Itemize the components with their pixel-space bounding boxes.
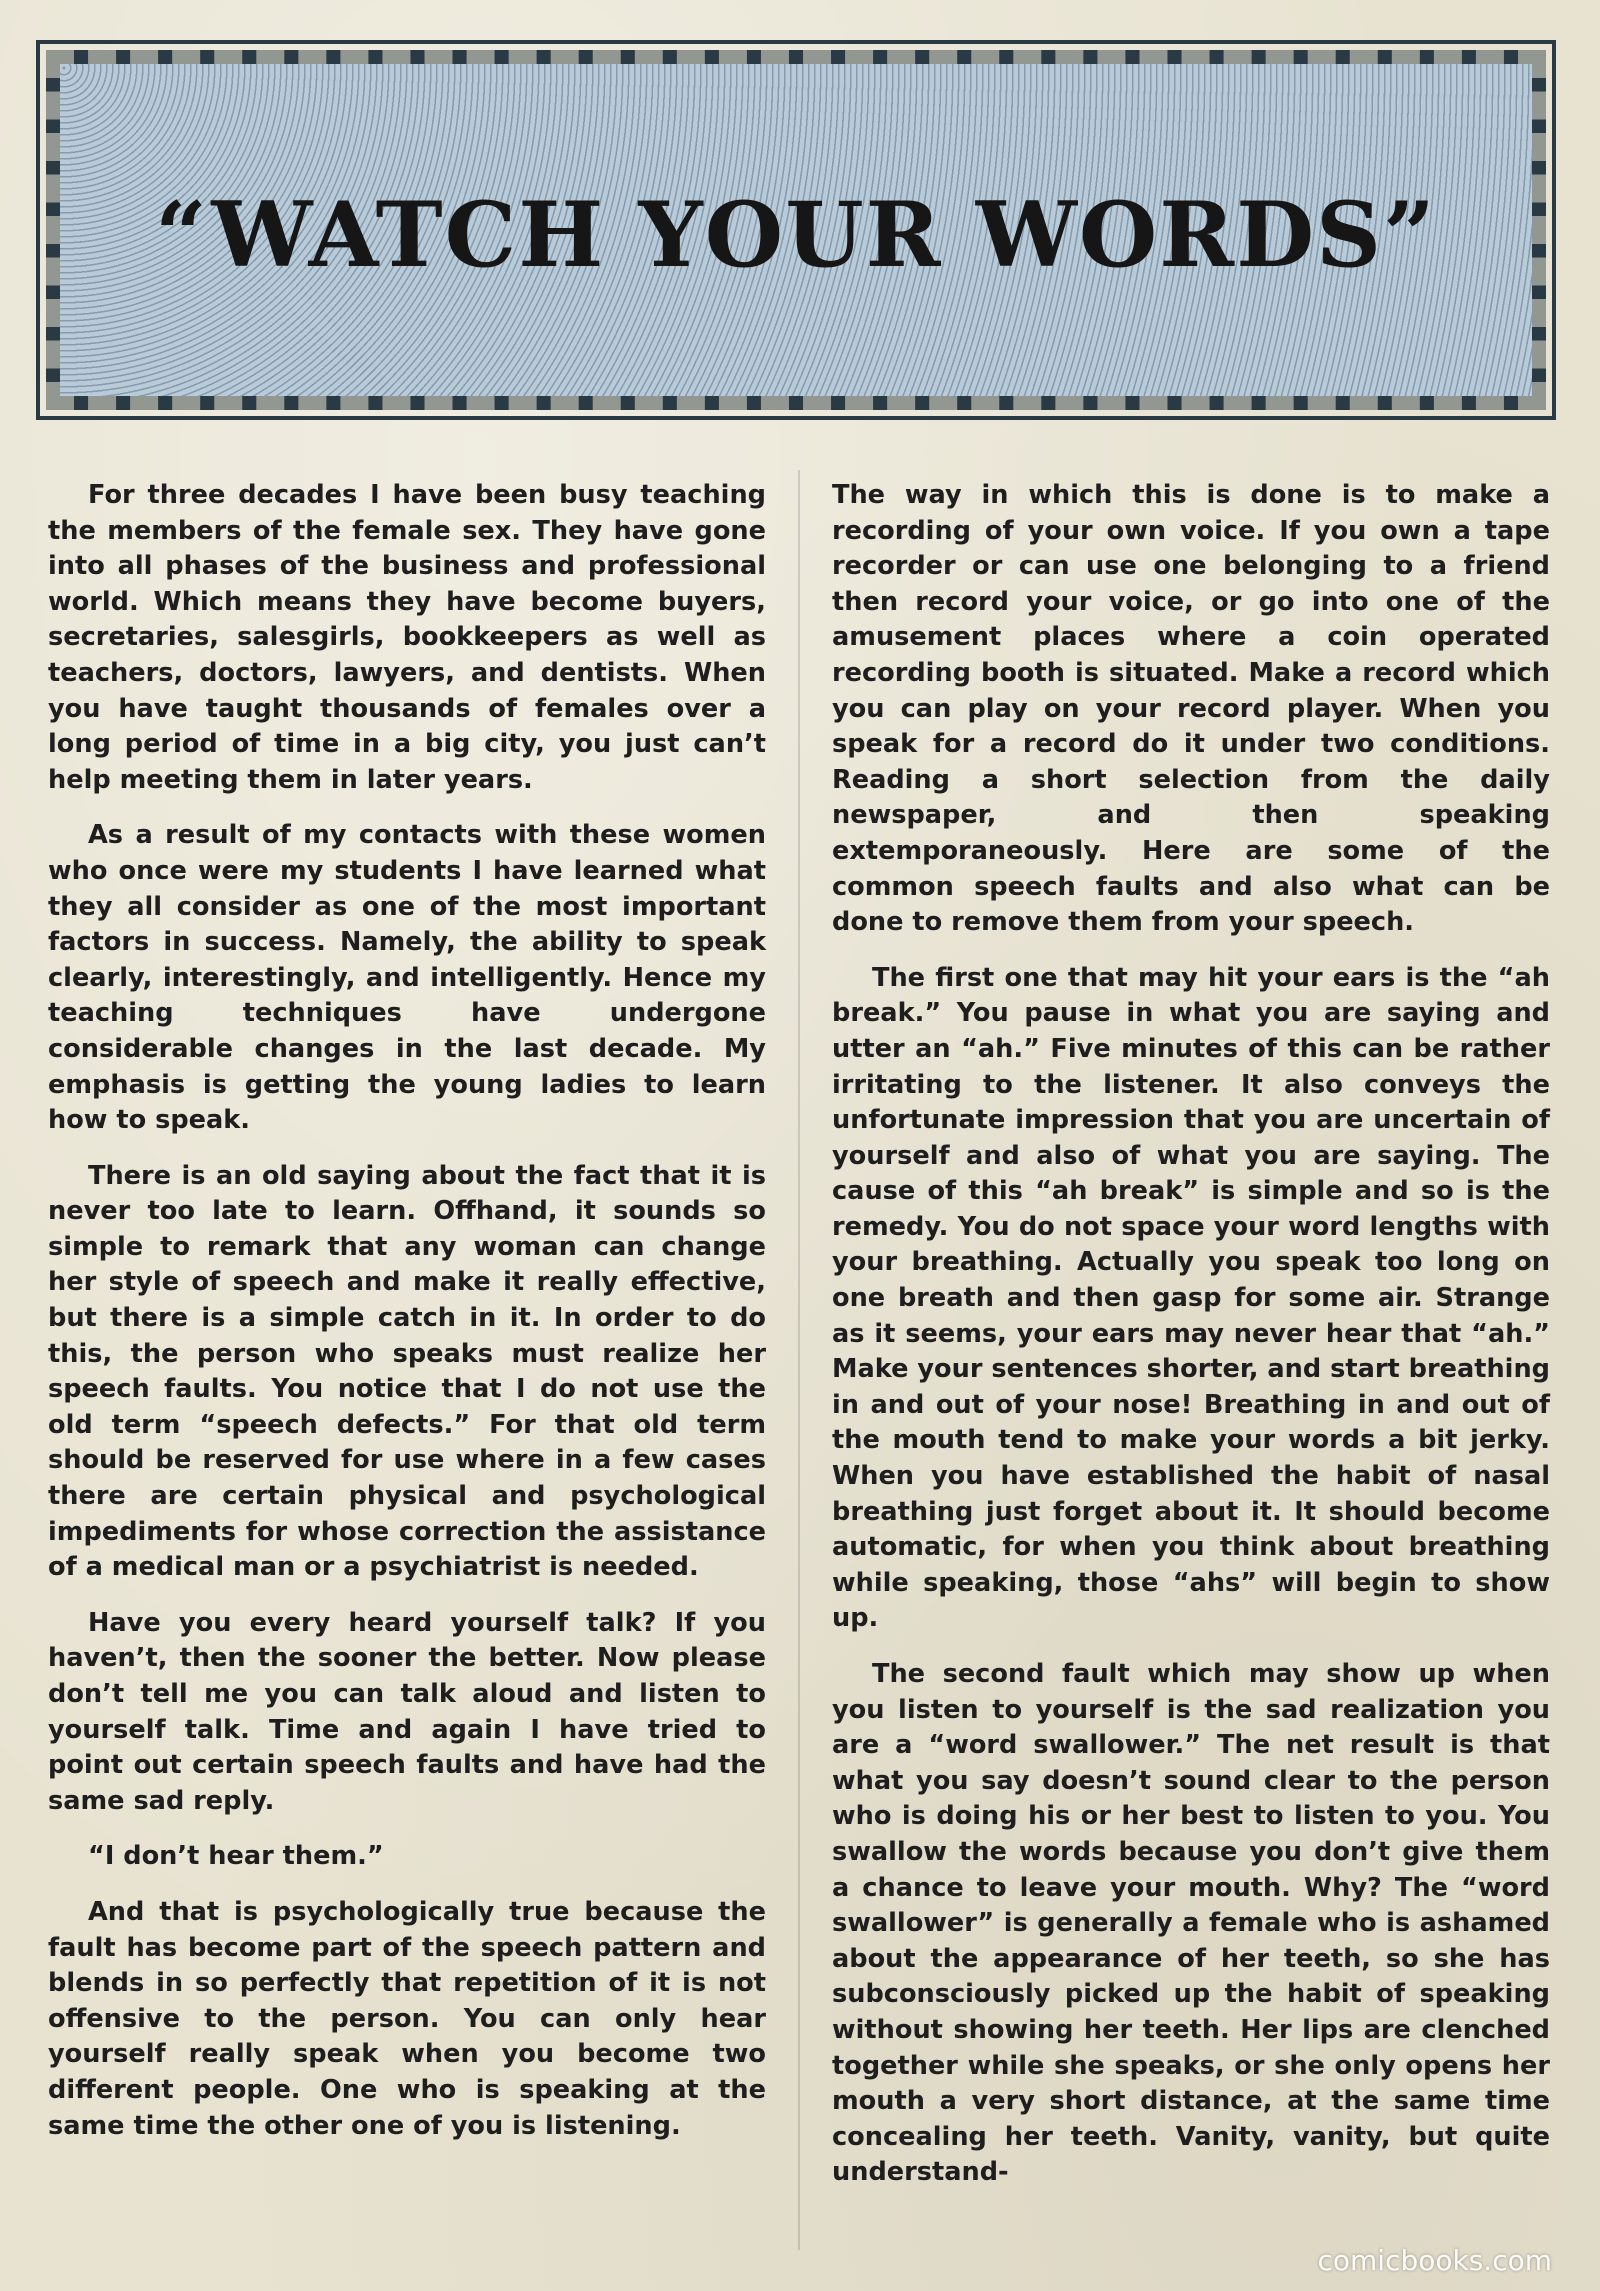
paragraph: And that is psychologically true because the fault has become part of the speech pattern and blends in so perfectly that repetition of it is not offensive to the person. You can only hear yourself really speak when you become two different people. One who is speaking at the same time the other one of you is listening. [48, 1896, 766, 2141]
left-column [48, 478, 766, 2164]
paragraph: The second fault which may show up when you listen to yourself is the sad realization you are a “word swallower.” The net result is that what you say doesn’t sound clear to the person who is doing his or her best to listen to you. You swallow the words because you don’t give them a chance to leave your mouth. Why? The “word swallower” is generally a female who is ashamed about the appearance of her teeth, so she has subconsciously picked up the habit of speaking without showing her teeth. Her lips are clenched together while she speaks, or she only opens her mouth a very short distance, at the same time concealing her teeth. Vanity, vanity, but quite understand- [832, 1659, 1550, 2188]
column-divider [798, 470, 800, 2250]
title-banner [46, 50, 1546, 410]
paragraph: There is an old saying about the fact that it is never too late to learn. Offhand, it sounds so simple to remark that any woman can change her style of speech and make it really effective, but there is a simple catch in it. In order to do this, the person who speaks must realize her speech faults. You notice that I do not use the old term “speech defects.” For that old term should be reserved for use where in a few cases there are certain physical and psychological impediments for whose correction the assistance of a medical man or a psychiatrist is needed. [48, 1160, 766, 1583]
article-title: “WATCH YOUR WORDS” [155, 182, 1437, 288]
right-column [832, 478, 1550, 2211]
paragraph: Have you every heard yourself talk? If you haven’t, then the sooner the better. Now please don’t tell me you can talk aloud and listen to yourself talk. Time and again I have tried to point out certain speech faults and have had the same sad reply. [48, 1607, 766, 1816]
paragraph-quote: “I don’t hear them.” [88, 1841, 384, 1872]
paragraph: As a result of my contacts with these women who once were my students I have learned what they all consider as one of the most important factors in success. Namely, the ability to speak clearly, interestingly, and intelligently. Hence my teaching techniques have undergone considerable changes in the last decade. My emphasis is getting the young ladies to learn how to speak. [48, 820, 766, 1136]
paragraph: The first one that may hit your ears is the “ah break.” You pause in what you are saying and utter an “ah.” Five minutes of this can be rather irritating to the listener. It also conveys the unfortunate impression that you are uncertain of yourself and also of what you are saying. The cause of this “ah break” is simple and so is the remedy. You do not space your word lengths with your breathing. Actually you speak too long on one breath and then gasp for some air. Strange as it seems, your ears may never hear that “ah.” Make your sentences shorter, and start breathing in and out of your nose! Breathing in and out of the mouth tend to make your words a bit jerky. When you have established the habit of nasal breathing just forget about it. It should become automatic, for when you think about breathing while speaking, those “ahs” will begin to show up. [832, 962, 1550, 1634]
paragraph: For three decades I have been busy teaching the members of the female sex. They have gone into all phases of the business and professional world. Which means they have become buyers, secretaries, salesgirls, bookkeepers as well as teachers, doctors, lawyers, and dentists. When you have taught thousands of females over a long period of time in a big city, you just can’t help meeting them in later years. [48, 480, 766, 795]
watermark: comicbooks.com [1317, 2244, 1552, 2277]
paragraph: The way in which this is done is to make a recording of your own voice. If you own a tape recorder or can use one belonging to a friend then record your voice, or go into one of the amusement places where a coin operated recording booth is situated. Make a record which you can play on your record player. When you speak for a record do it under two conditions. Reading a short selection from the daily newspaper, and then speaking extemporaneously. Here are some of the common speech faults and also what can be done to remove them from your speech. [832, 480, 1550, 938]
